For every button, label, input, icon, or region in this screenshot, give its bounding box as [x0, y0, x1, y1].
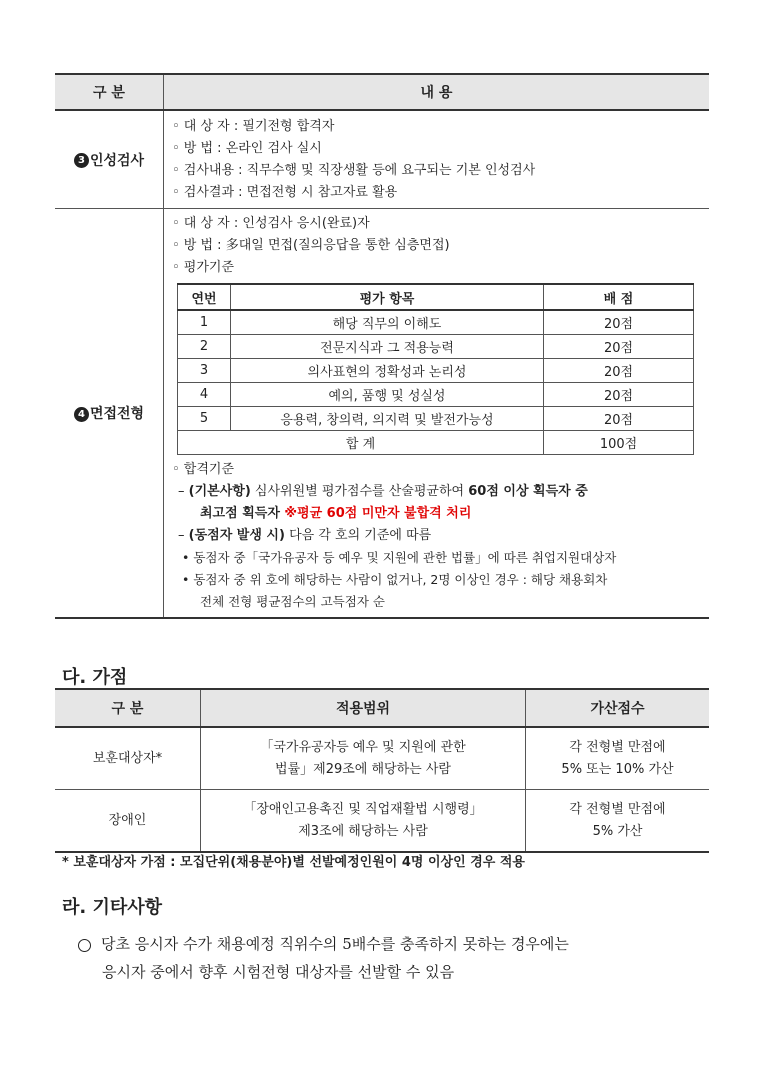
- eval-header-score: 배 점: [544, 284, 694, 310]
- section4-line-target: ◦ 대 상 자 : 인성검사 응시(완료)자: [172, 216, 370, 231]
- eval-no: 5: [178, 407, 231, 431]
- bonus-points-line: 5% 또는 10% 가산: [561, 761, 674, 777]
- eval-item: 해당 직무의 이해도: [231, 310, 544, 335]
- eval-score: 20점: [544, 335, 694, 359]
- eval-score: 20점: [544, 310, 694, 335]
- bonus-scope: [201, 790, 526, 853]
- section3-line-result: ◦ 검사결과 : 면접전형 시 참고자료 활용: [172, 185, 398, 200]
- section4-line-method: ◦ 방 법 : 多대일 면접(질의응답을 통한 심층면접): [172, 238, 450, 253]
- eval-total-label: 합 계: [178, 431, 544, 455]
- section4-label-cell: [55, 209, 164, 619]
- dash: –: [178, 484, 189, 499]
- tie-bullet-1: • 동점자 중「국가유공자 등 예우 및 지원에 관한 법률」에 따른 취업지원대상자: [182, 550, 617, 565]
- evaluation-table: [177, 283, 694, 455]
- eval-item: 전문지식과 그 적용능력: [231, 335, 544, 359]
- pass-criteria-tie: [172, 525, 709, 547]
- other-paragraph: [78, 930, 569, 986]
- number-4-icon: 4: [74, 407, 89, 422]
- dash: –: [178, 528, 189, 543]
- pass-basic-text: 심사위원별 평가점수를 산술평균하여: [250, 484, 469, 499]
- bonus-points: [526, 790, 710, 853]
- circle-bullet-icon: [78, 939, 91, 952]
- table-row: [178, 383, 694, 407]
- bonus-scope-line: 「국가유공자등 예우 및 지원에 관한: [260, 739, 466, 755]
- section3-content: [164, 110, 710, 209]
- eval-score: 20점: [544, 383, 694, 407]
- bonus-footnote: * 보훈대상자 가점 : 모집단위(채용분야)별 선발예정인원이 4명 이상인 경우 적용: [62, 855, 525, 870]
- section4-label: 면접전형: [89, 406, 145, 422]
- bonus-scope-line: 제3조에 해당하는 사람: [298, 823, 428, 839]
- other-line-2: 응시자 중에서 향후 시험전형 대상자를 선발할 수 있음: [102, 963, 455, 981]
- eval-item: 응용력, 창의력, 의지력 및 발전가능성: [231, 407, 544, 431]
- eval-total-value: 100점: [544, 431, 694, 455]
- eval-no: 2: [178, 335, 231, 359]
- bonus-points-table: [55, 688, 709, 853]
- selection-process-table: [55, 73, 709, 619]
- header-category: 구 분: [55, 74, 164, 110]
- eval-item: 예의, 품행 및 성실성: [231, 383, 544, 407]
- tie-bullet-2-cont: 전체 전형 평균점수의 고득점자 순: [200, 594, 385, 609]
- eval-score: 20점: [544, 359, 694, 383]
- bonus-category: 보훈대상자*: [55, 727, 201, 790]
- bonus-points-line: 각 전형별 만점에: [569, 801, 666, 817]
- section3-line-target: ◦ 대 상 자 : 필기전형 합격자: [172, 119, 335, 134]
- section3-label-cell: [55, 110, 164, 209]
- eval-item: 의사표현의 정확성과 논리성: [231, 359, 544, 383]
- table-row: [178, 310, 694, 335]
- bonus-points: [526, 727, 710, 790]
- section-other-heading: 라. 기타사항: [62, 897, 163, 918]
- bonus-header-points: 가산점수: [526, 689, 710, 727]
- tie-bullet-2: • 동점자 중 위 호에 해당하는 사람이 없거나, 2명 이상인 경우 : 해당 채용회차: [182, 572, 608, 587]
- table-row: [178, 359, 694, 383]
- bonus-points-line: 5% 가산: [592, 823, 643, 839]
- pass-basic-threshold: 60점 이상 획득자 중: [468, 484, 588, 499]
- section3-line-content: ◦ 검사내용 : 직무수행 및 직장생활 등에 요구되는 기본 인성검사: [172, 163, 536, 178]
- table-row: [178, 407, 694, 431]
- eval-header-item: 평가 항목: [231, 284, 544, 310]
- section3-line-method: ◦ 방 법 : 온라인 검사 실시: [172, 141, 322, 156]
- bonus-category: 장애인: [55, 790, 201, 853]
- section4-content: [164, 209, 710, 619]
- bonus-scope: [201, 727, 526, 790]
- tie-label: (동점자 발생 시): [188, 528, 285, 543]
- other-text-1: 당초 응시자 수가 채용예정 직위수의 5배수를 충족하지 못하는 경우에는: [101, 935, 569, 953]
- pass-basic-top: 최고점 획득자: [200, 506, 285, 521]
- section4-line-criteria: ◦ 평가기준: [172, 260, 235, 275]
- pass-criteria-title: ◦ 합격기준: [172, 462, 235, 477]
- table-row: [178, 335, 694, 359]
- tie-text: 다음 각 호의 기준에 따름: [284, 528, 432, 543]
- other-line-1: [78, 930, 569, 958]
- table-row: [55, 727, 709, 790]
- bonus-header-scope: 적용범위: [201, 689, 526, 727]
- pass-criteria-basic-cont: [172, 503, 709, 525]
- number-3-icon: 3: [74, 153, 89, 168]
- bonus-scope-line: 법률」제29조에 해당하는 사람: [275, 761, 451, 777]
- bonus-scope-line: 「장애인고용촉진 및 직업재활법 시행령」: [243, 801, 483, 817]
- header-content: 내 용: [164, 74, 710, 110]
- fail-notice: ※평균 60점 미만자 불합격 처리: [284, 506, 472, 521]
- eval-no: 3: [178, 359, 231, 383]
- eval-header-no: 연번: [178, 284, 231, 310]
- section-bonus-heading: 다. 가점: [62, 667, 128, 688]
- table-row: [55, 790, 709, 853]
- eval-score: 20점: [544, 407, 694, 431]
- eval-no: 4: [178, 383, 231, 407]
- section3-label: 인성검사: [89, 152, 145, 169]
- bonus-header-category: 구 분: [55, 689, 201, 727]
- pass-criteria-basic: [172, 481, 709, 503]
- pass-basic-label: (기본사항): [188, 484, 251, 499]
- eval-no: 1: [178, 310, 231, 335]
- bonus-points-line: 각 전형별 만점에: [569, 739, 666, 755]
- eval-total-row: [178, 431, 694, 455]
